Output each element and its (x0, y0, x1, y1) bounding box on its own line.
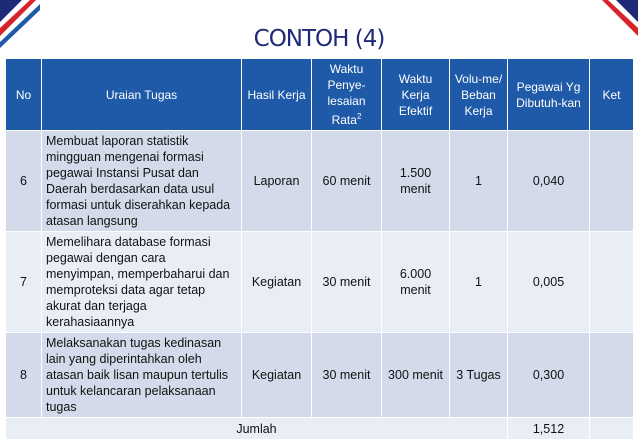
header-waktu-penyelesaian (312, 59, 382, 131)
cell-waktu-efektif: 1.500 menit (382, 131, 450, 232)
header-waktu-penyelesaian-label: Waktu Penye-lesaian Rata (327, 62, 366, 127)
cell-no: 7 (6, 232, 42, 333)
header-waktu-penyelesaian-sup: 2 (356, 112, 362, 121)
cell-hasil: Kegiatan (242, 232, 312, 333)
table-row (6, 131, 634, 232)
cell-ket (590, 333, 634, 418)
header-pegawai: Pegawai Yg Dibutuh-kan (508, 59, 590, 131)
header-waktu-efektif: Waktu Kerja Efektif (382, 59, 450, 131)
slide-title: CONTOH (4) (253, 26, 385, 52)
total-ket (590, 418, 634, 440)
workload-table (5, 58, 634, 440)
header-uraian: Uraian Tugas (42, 59, 242, 131)
cell-waktu-penyelesaian: 30 menit (312, 232, 382, 333)
cell-waktu-efektif: 6.000 menit (382, 232, 450, 333)
cell-volume: 1 (450, 131, 508, 232)
header-ket: Ket (590, 59, 634, 131)
cell-hasil: Kegiatan (242, 333, 312, 418)
header-volume: Volu-me/ Beban Kerja (450, 59, 508, 131)
cell-pegawai: 0,300 (508, 333, 590, 418)
header-no: No (6, 59, 42, 131)
total-row (6, 418, 634, 440)
cell-waktu-penyelesaian: 60 menit (312, 131, 382, 232)
cell-no: 8 (6, 333, 42, 418)
table-header-row (6, 59, 634, 131)
cell-uraian: Memelihara database formasi pegawai dengan cara menyimpan, memperbaharui dan memproteksi data agar tetap akurat dan terjaga kerahasiaannya (42, 232, 242, 333)
cell-uraian: Melaksanakan tugas kedinasan lain yang diperintahkan oleh atasan baik lisan maupun tertulis untuk kelancaran pelaksanaan tugas (42, 333, 242, 418)
header-hasil: Hasil Kerja (242, 59, 312, 131)
cell-ket (590, 232, 634, 333)
cell-uraian: Membuat laporan statistik mingguan mengenai formasi pegawai Instansi Pusat dan Daerah berdasarkan data usul formasi untuk diserahkan kepada atasan langsung (42, 131, 242, 232)
cell-volume: 1 (450, 232, 508, 333)
table-row (6, 333, 634, 418)
cell-pegawai: 0,005 (508, 232, 590, 333)
cell-ket (590, 131, 634, 232)
cell-no: 6 (6, 131, 42, 232)
cell-waktu-efektif: 300 menit (382, 333, 450, 418)
table-row (6, 232, 634, 333)
cell-waktu-penyelesaian: 30 menit (312, 333, 382, 418)
cell-pegawai: 0,040 (508, 131, 590, 232)
cell-volume: 3 Tugas (450, 333, 508, 418)
total-label: Jumlah (6, 418, 508, 440)
total-value: 1,512 (508, 418, 590, 440)
cell-hasil: Laporan (242, 131, 312, 232)
